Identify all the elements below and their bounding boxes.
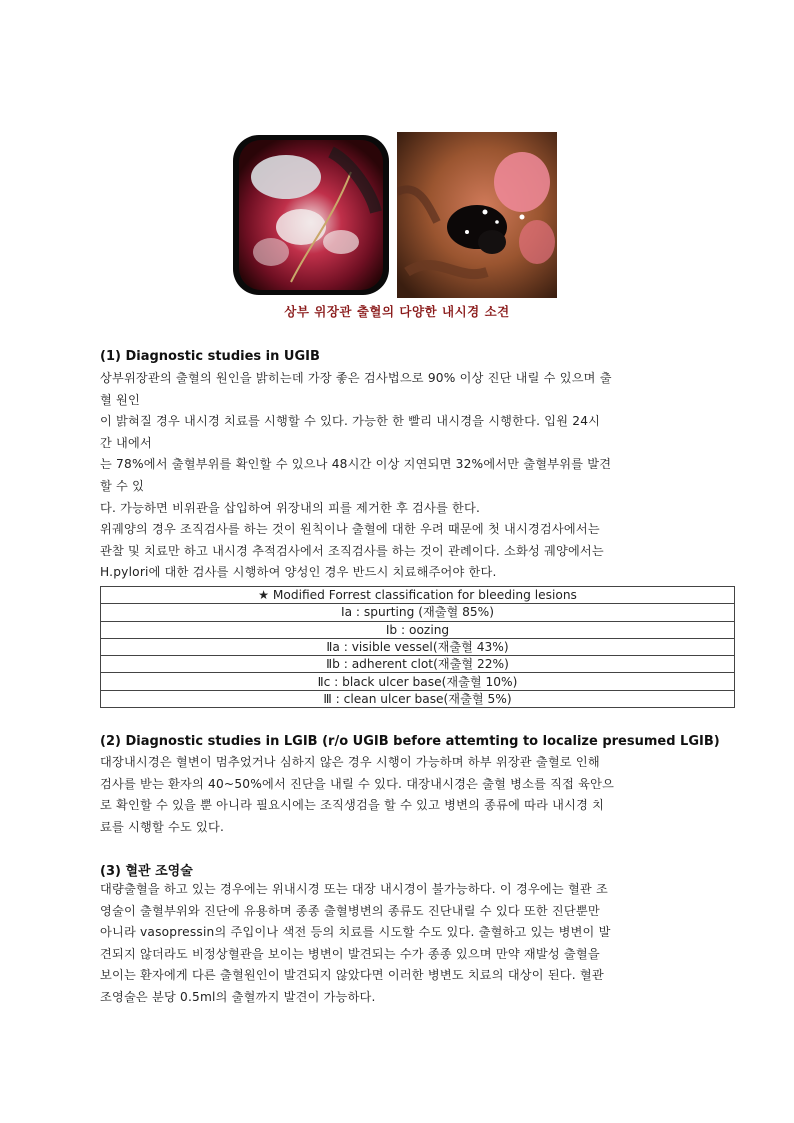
table-row: Ⅱb : adherent clot(재출혈 22%) bbox=[101, 656, 735, 673]
endoscopy-figure bbox=[231, 132, 557, 298]
text-line: 견되지 않더라도 비정상혈관을 보이는 병변이 발견되는 수가 종종 있으며 만약 재발성 출혈을 bbox=[100, 946, 600, 961]
figure-caption: 상부 위장관 출혈의 다양한 내시경 소견 bbox=[284, 304, 510, 319]
text-line: 대량출혈을 하고 있는 경우에는 위내시경 또는 대장 내시경이 불가능하다. 이 경우에는 혈관 조 bbox=[100, 882, 608, 896]
forrest-classification-table bbox=[100, 586, 735, 708]
text-line: 할 수 있 bbox=[100, 478, 145, 493]
section1-heading: (1) Diagnostic studies in UGIB bbox=[100, 349, 320, 364]
text-line: 검사를 받는 환자의 40~50%에서 진단을 내릴 수 있다. 대장내시경은 출혈 병소를 직접 육안으 bbox=[100, 776, 615, 791]
text-line: 조영술은 분당 0.5ml의 출혈까지 발견이 가능하다. bbox=[100, 989, 376, 1004]
section2-heading: (2) Diagnostic studies in LGIB (r/o UGIB before attemting to localize presumed LGIB) bbox=[100, 734, 720, 749]
table-row: Ⅱa : visible vessel(재출혈 43%) bbox=[101, 638, 735, 655]
section3-paragraph bbox=[100, 879, 700, 1009]
text-line: 위궤양의 경우 조직검사를 하는 것이 원칙이나 출혈에 대한 우려 때문에 첫 내시경검사에서는 bbox=[100, 522, 600, 537]
endoscopy-photo-right bbox=[397, 132, 557, 298]
text-line: 간 내에서 bbox=[100, 435, 152, 450]
section3-heading: (3) 혈관 조영술 bbox=[100, 864, 193, 879]
text-line: 이 밝혀질 경우 내시경 치료를 시행할 수 있다. 가능한 한 빨리 내시경을 시행한다. 입원 24시 bbox=[100, 414, 601, 429]
text-line: 혈 원인 bbox=[100, 392, 140, 407]
text-line: 관찰 및 치료만 하고 내시경 추적검사에서 조직검사를 하는 것이 관례이다. 소화성 궤양에서는 bbox=[100, 543, 604, 558]
table-row: Ⅰa : spurting (재출혈 85%) bbox=[101, 604, 735, 621]
section2-paragraph bbox=[100, 752, 700, 838]
text-line: 료를 시행할 수도 있다. bbox=[100, 819, 225, 834]
text-line: 는 78%에서 출혈부위를 확인할 수 있으나 48시간 이상 지연되면 32%에서만 출혈부위를 발견 bbox=[100, 457, 612, 472]
text-line: 다. 가능하면 비위관을 삽입하여 위장내의 피를 제거한 후 검사를 한다. bbox=[100, 500, 481, 515]
table-row: Ⅰb : oozing bbox=[101, 621, 735, 638]
text-line: 영술이 출혈부위와 진단에 유용하며 종종 출혈병변의 종류도 진단내릴 수 있다 또한 진단뿐만 bbox=[100, 903, 600, 918]
endoscopy-photo-left bbox=[231, 132, 391, 298]
text-line: 보이는 환자에게 다른 출혈원인이 발견되지 않았다면 이러한 병변도 치료의 대상이 된다. 혈관 bbox=[100, 968, 604, 983]
table-row: Ⅲ : clean ulcer base(재출혈 5%) bbox=[101, 690, 735, 707]
text-line: 로 확인할 수 있을 뿐 아니라 필요시에는 조직생검을 할 수 있고 병변의 종류에 따라 내시경 치 bbox=[100, 798, 605, 813]
section1-paragraph bbox=[100, 368, 700, 584]
table-row: Ⅱc : black ulcer base(재출혈 10%) bbox=[101, 673, 735, 690]
table-title: ★ Modified Forrest classification for bleeding lesions bbox=[101, 587, 735, 604]
text-line: 대장내시경은 혈변이 멈추었거나 심하지 않은 경우 시행이 가능하며 하부 위장관 출혈로 인해 bbox=[100, 755, 600, 769]
text-line: H.pylori에 대한 검사를 시행하여 양성인 경우 반드시 치료해주어야 한다. bbox=[100, 565, 497, 580]
text-line: 아니라 vasopressin의 주입이나 색전 등의 치료를 시도할 수도 있다. 출혈하고 있는 병변이 발 bbox=[100, 925, 611, 940]
text-line: 상부위장관의 출혈의 원인을 밝히는데 가장 좋은 검사법으로 90% 이상 진단 내릴 수 있으며 출 bbox=[100, 371, 612, 385]
